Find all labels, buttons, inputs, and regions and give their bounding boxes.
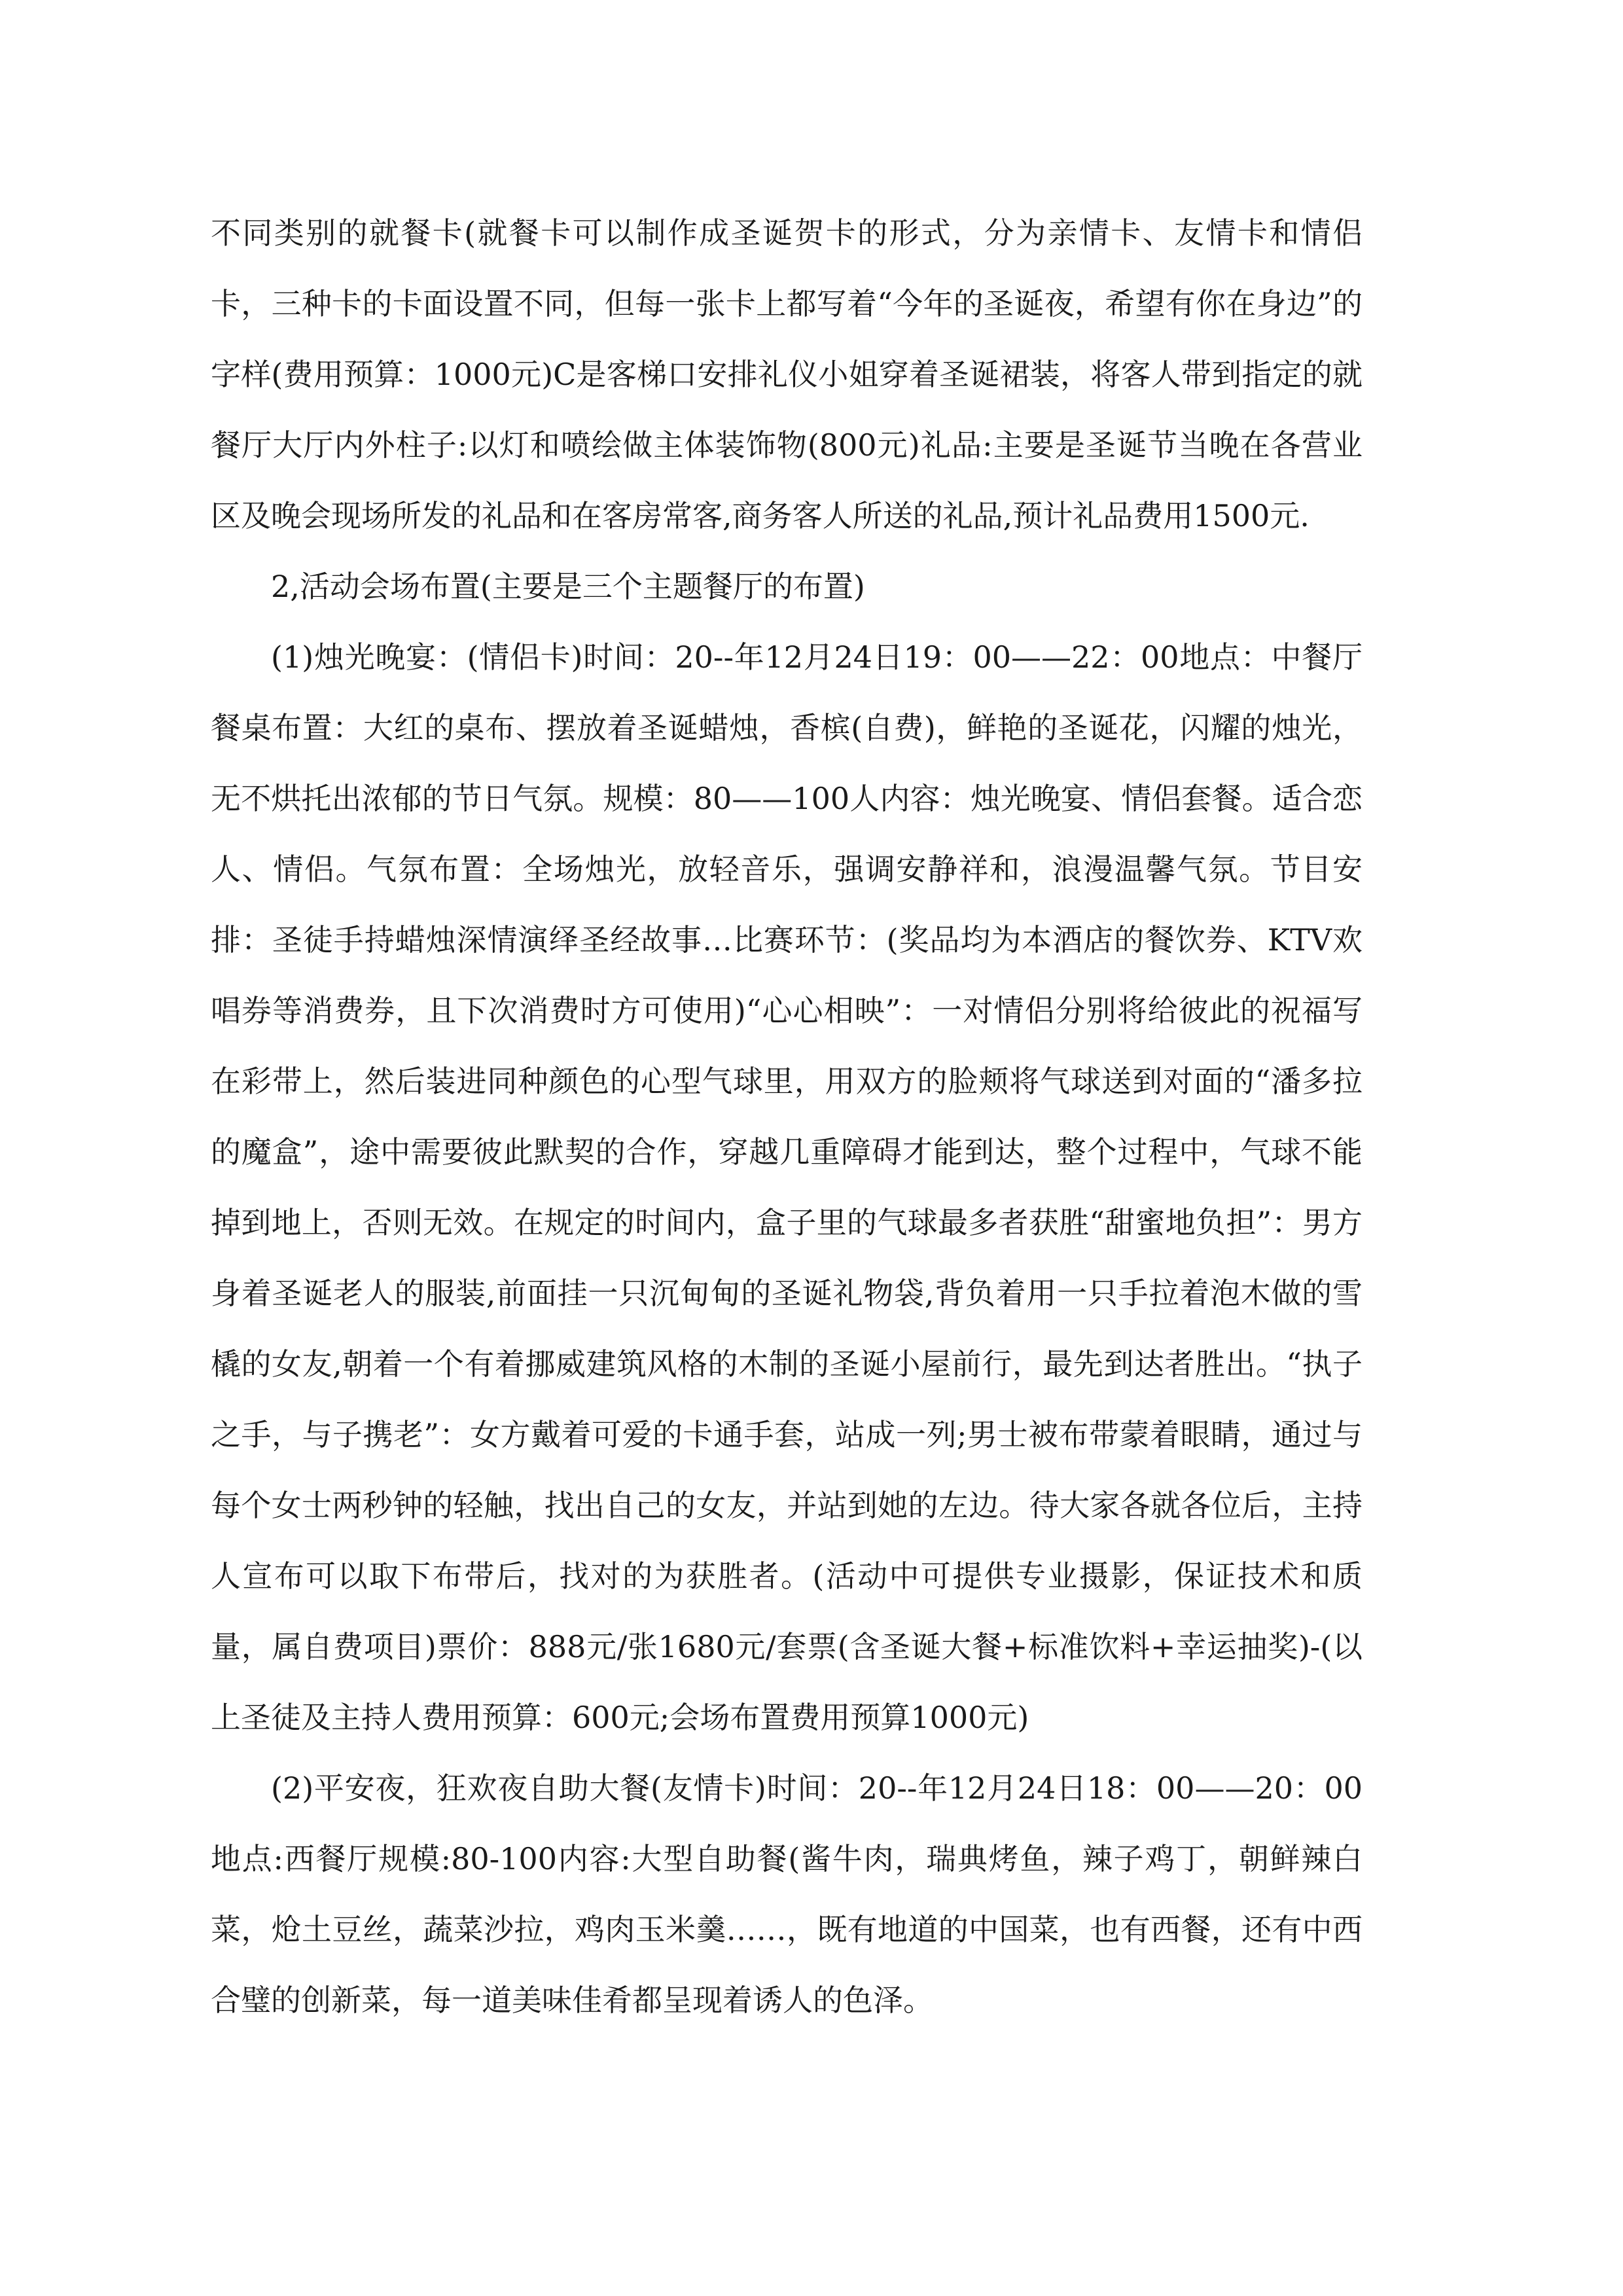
paragraph-gift-cards: 不同类别的就餐卡(就餐卡可以制作成圣诞贺卡的形式，分为亲情卡、友情卡和情侣卡，三种卡的卡面设置不同，但每一张卡上都写着“今年的圣诞夜，希望有你在身边”的字样(费用预算：1000元)C是客梯口安排礼仪小姐穿着圣诞裙装，将客人带到指定的就餐厅大厅内外柱子:以灯和喷绘做主体装饰物(800元)礼品:主要是圣诞节当晚在各营业区及晚会现场所发的礼品和在客房常客,商务客人所送的礼品,预计礼品费用1500元. — [211, 215, 1363, 533]
paragraph-buffet: (2)平安夜，狂欢夜自助大餐(友情卡)时间：20--年12月24日18：00——20：00地点:西餐厅规模:80-100内容:大型自助餐(酱牛肉，瑞典烤鱼，辣子鸡丁，朝鲜辣白菜，炝土豆丝，蔬菜沙拉，鸡肉玉米羹……，既有地道的中国菜，也有西餐，还有中西合璧的创新菜，每一道美味佳肴都呈现着诱人的色泽。 — [211, 1770, 1363, 2018]
paragraph-venue-heading: 2,活动会场布置(主要是三个主题餐厅的布置) — [271, 569, 865, 604]
paragraph-candlelight-dinner: (1)烛光晚宴：(情侣卡)时间：20--年12月24日19：00——22：00地点：中餐厅餐桌布置：大红的桌布、摆放着圣诞蜡烛，香槟(自费)，鲜艳的圣诞花，闪耀的烛光，无不烘托出浓郁的节日气氛。规模：80——100人内容：烛光晚宴、情侣套餐。适合恋人、情侣。气氛布置：全场烛光，放轻音乐，强调安静祥和，浪漫温馨气氛。节目安排：圣徒手持蜡烛深情演绎圣经故事…比赛环节：(奖品均为本酒店的餐饮券、KTV欢唱券等消费券，且下次消费时方可使用)“心心相映”：一对情侣分别将给彼此的祝福写在彩带上，然后装进同种颜色的心型气球里，用双方的脸颊将气球送到对面的“潘多拉的魔盒”，途中需要彼此默契的合作，穿越几重障碍才能到达，整个过程中，气球不能掉到地上，否则无效。在规定的时间内，盒子里的气球最多者获胜“甜蜜地负担”：男方身着圣诞老人的服装,前面挂一只沉甸甸的圣诞礼物袋,背负着用一只手拉着泡木做的雪橇的女友,朝着一个有着挪威建筑风格的木制的圣诞小屋前行，最先到达者胜出。“执子之手，与子携老”：女方戴着可爱的卡通手套，站成一列;男士被布带蒙着眼睛，通过与每个女士两秒钟的轻触，找出自己的女友，并站到她的左边。待大家各就各位后，主持人宣布可以取下布带后，找对的为获胜者。(活动中可提供专业摄影，保证技术和质量，属自费项目)票价：888元/张1680元/套票(含圣诞大餐+标准饮料+幸运抽奖)-(以上圣徒及主持人费用预算：600元;会场布置费用预算1000元) — [211, 639, 1363, 1735]
document-body — [211, 198, 1363, 2036]
